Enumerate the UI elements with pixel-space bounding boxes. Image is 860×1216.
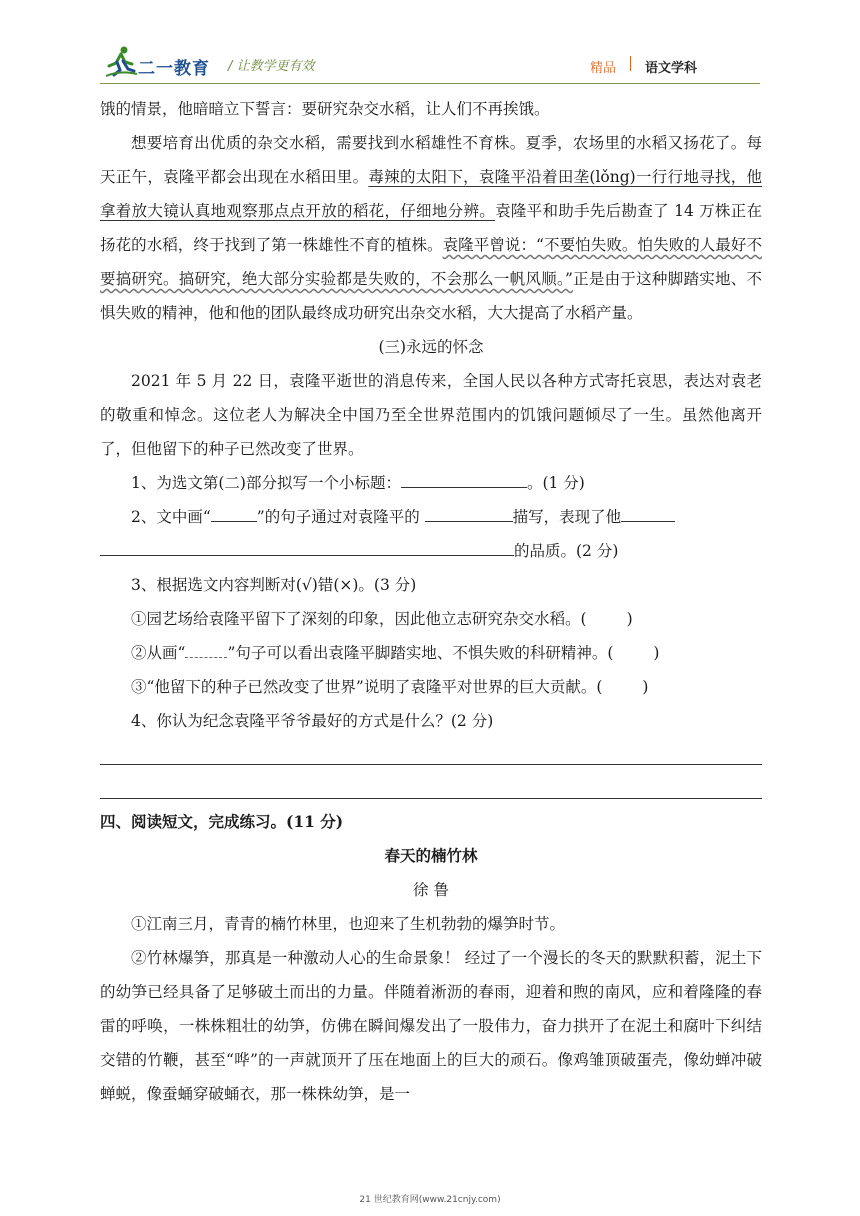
- premium-label: 精品: [590, 61, 617, 76]
- text-span: 正是由于这种脚踏实地、不惧失败的精神，他和他的团队最终成功研究出杂交水稻，大大提高了水稻产量。: [100, 270, 762, 322]
- page-footer: 21 世纪教育网(www.21cnjy.com): [359, 1195, 501, 1205]
- answer-blank[interactable]: [425, 503, 513, 522]
- question-3: 3、根据选文内容判断对(√)错(×)。(3 分): [131, 576, 417, 594]
- question-text: ”句子可以看出袁隆平脚踏实地、不惧失败的科研精神。(: [227, 644, 614, 662]
- underlined-sentence: 毒辣的太阳下，袁隆平沿着田垄(lǒng)一行行地寻找，他拿着放大镜认真地观察那点点开放的稻花，仔细地分辨。: [100, 168, 762, 220]
- paragraph: 饿的情景，他暗暗立下誓言：要研究杂交水稻，让人们不再挨饿。: [100, 100, 550, 118]
- underline-sample: [211, 503, 257, 522]
- question-text: 描写，表现了他: [512, 508, 622, 526]
- text-span: 想要培育出优质的杂交水稻，需要找到水稻雄性不育株。夏季，农场里的水稻又扬花了。每天正午，袁隆平都会出现在水稻田里。: [100, 134, 762, 186]
- wavy-underline-sample: [185, 647, 227, 658]
- answer-blank[interactable]: [401, 469, 527, 488]
- page-header: [0, 0, 860, 88]
- wavy-underlined-sentence: 袁隆平曾说：“不要怕失败。怕失败的人最好不要搞研究。搞研究，绝大部分实验都是失败的，不会那么一帆风顺。”: [100, 236, 762, 288]
- question-text: ): [653, 644, 660, 662]
- article-title: 春天的楠竹林: [384, 846, 478, 865]
- brand-logo: [104, 44, 222, 80]
- answer-blank[interactable]: [100, 537, 514, 556]
- question-3-item: [100, 602, 762, 636]
- question-4: 4、你认为纪念袁隆平爷爷最好的方式是什么？(2 分): [131, 712, 494, 730]
- paragraph: 2021 年 5 月 22 日，袁隆平逝世的消息传来，全国人民以各种方式寄托哀思，表达对袁老的敬重和悼念。这位老人为解决全中国乃至全世界范围内的饥饿问题倾尽了一生。虽然他离开了，但他留下的种子已然改变了世界。: [100, 372, 762, 458]
- question-3-item: [100, 670, 762, 704]
- question-text: ): [642, 678, 649, 696]
- document-body: [100, 92, 762, 1111]
- header-separator: [630, 56, 631, 71]
- question-2-cont: [100, 534, 762, 568]
- question-text: ②从画“: [131, 644, 186, 662]
- section-heading: (三)永远的怀念: [378, 338, 484, 356]
- answer-blank[interactable]: [621, 503, 675, 522]
- section-4-heading: 四、阅读短文，完成练习。(11 分): [100, 812, 344, 831]
- article-author: 徐 鲁: [413, 881, 449, 899]
- header-divider: [100, 83, 760, 84]
- paragraph: ②竹林爆笋，那真是一种激动人心的生命景象！ 经过了一个漫长的冬天的默默积蓄，泥土下的幼笋已经具备了足够破土而出的力量。伴随着淅沥的春雨，迎着和煦的南风，应和着隆隆的春雷的呼唤，一株株粗壮的幼笋，仿佛在瞬间爆发出了一股伟力，奋力拱开了在泥土和腐叶下纠结交错的竹鞭，甚至“哗”的一声就顶开了压在地面上的巨大的顽石。像鸡雏顶破蛋壳，像幼蝉冲破蝉蜕，像蚕蛹穿破蛹衣，那一株株幼笋，是一: [100, 949, 762, 1103]
- question-text: 的品质。(2 分): [514, 542, 619, 560]
- question-text: ”的句子通过对袁隆平的: [256, 508, 420, 526]
- question-text: 1、为选文第(二)部分拟写一个小标题：: [131, 474, 401, 492]
- question-text: ③“他留下的种子已然改变了世界”说明了袁隆平对世界的巨大贡献。(: [131, 678, 603, 696]
- logo-text: 二一教育: [138, 59, 210, 79]
- question-3-item: [100, 636, 762, 670]
- runner-logo-icon: [104, 44, 138, 78]
- paragraph: ①江南三月，青青的楠竹林里，也迎来了生机勃勃的爆笋时节。: [131, 915, 566, 933]
- question-text: ①园艺场给袁隆平留下了深刻的印象，因此他立志研究杂交水稻。(: [131, 610, 587, 628]
- question-text: 。(1 分): [526, 474, 585, 492]
- subject-label: 语文学科: [645, 61, 698, 76]
- text-span: 袁隆平和助手先后勘查了 14 万株正在扬花的水稻，终于找到了第一株雄性不育的植株。: [100, 202, 762, 254]
- question-1: [100, 466, 762, 500]
- slogan: / 让教学更有效: [228, 59, 315, 74]
- question-2: [100, 500, 762, 534]
- paragraph: [100, 126, 762, 330]
- question-text: 2、文中画“: [131, 508, 211, 526]
- question-text: ): [626, 610, 633, 628]
